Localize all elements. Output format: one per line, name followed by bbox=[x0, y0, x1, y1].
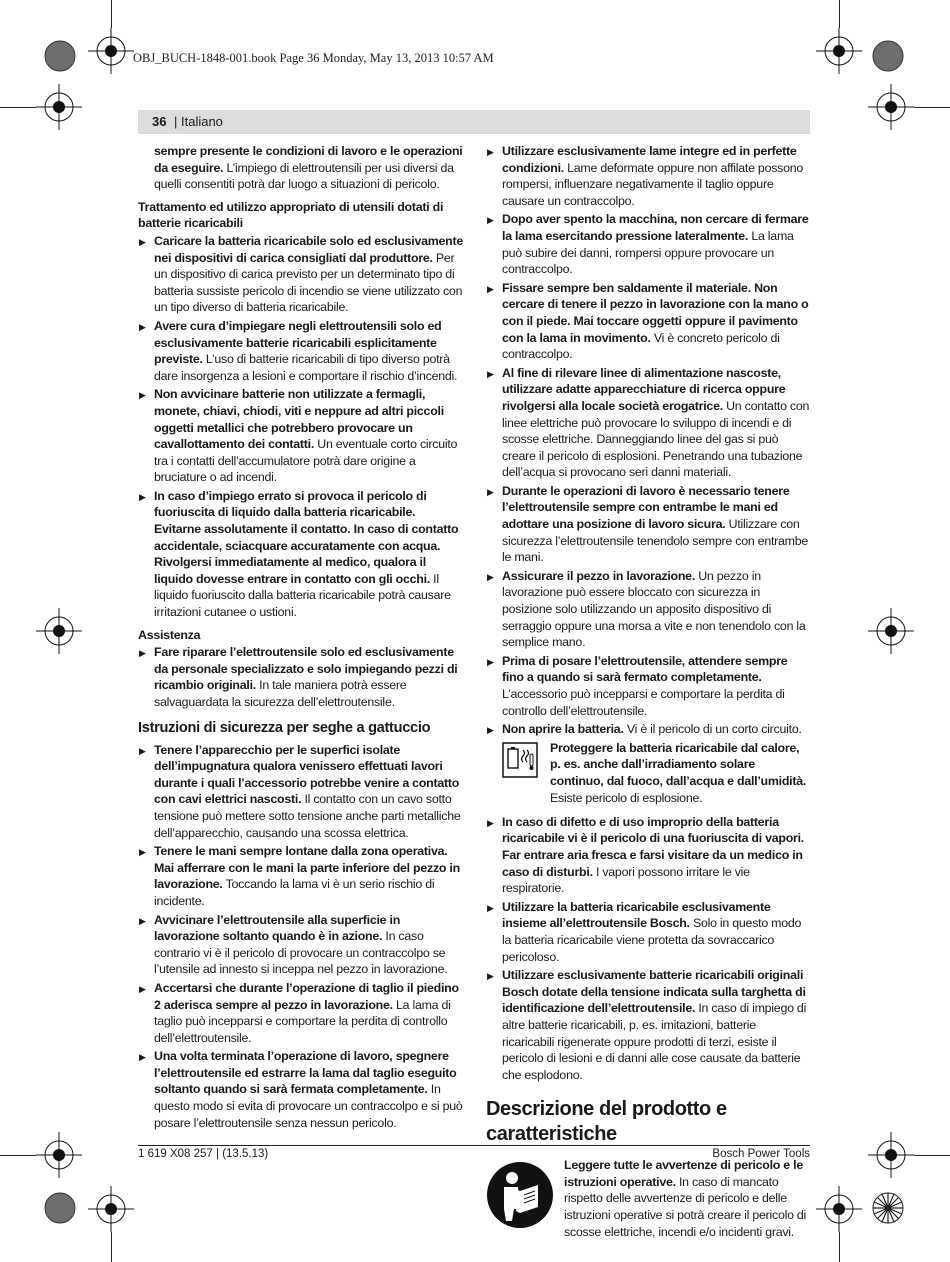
registration-mark-icon bbox=[88, 28, 134, 74]
heat-warning-text: Proteggere la batteria ricaricabile dal calore, p. es. anche dall’irradiamento solare continuo, dal fuoco, dall’acqua e dall’umidità. Esiste pericolo di esplosione. bbox=[550, 740, 807, 805]
crop-line bbox=[839, 0, 840, 28]
left-column bbox=[138, 143, 464, 1133]
crop-line bbox=[111, 0, 112, 28]
registration-mark-icon bbox=[88, 1186, 134, 1232]
registration-mark-icon bbox=[816, 1186, 862, 1232]
crop-line bbox=[0, 107, 36, 108]
registration-mark-icon bbox=[868, 1132, 914, 1178]
list-item: ▶ In caso di difetto e di uso improprio della batteria ricaricabile vi è il pericolo di una fuoriuscita di vapori. Far entrare aria fresca e farsi visitare da un medico in caso di disturbi. I vapori possono irritare le vie respiratorie. bbox=[486, 814, 810, 897]
crop-line bbox=[914, 1155, 950, 1156]
registration-mark-icon bbox=[36, 1132, 82, 1178]
list-item: ▶ Caricare la batteria ricaricabile solo ed esclusivamente nei dispositivi di carica consigliati dal produttore. Per un dispositivo di carica previsto per un determinato tipo di batteria sussiste pericolo di incendio se viene utilizzato con un tipo diverso di batteria ricaricabile. bbox=[138, 233, 464, 316]
section-heading-product-description: Descrizione del prodotto e caratteristiche bbox=[486, 1098, 727, 1146]
continued-paragraph: sempre presente le condizioni di lavoro e le operazioni da eseguire. L’impiego di elettroutensili per usi diversi da quelli consentiti potrà dar luogo a situazioni di pericolo. bbox=[154, 144, 463, 192]
list-item: ▶ Durante le operazioni di lavoro è necessario tenere l’elettroutensile sempre con entrambe le mani ed adottare una posizione di lavoro sicura. Utilizzare con sicurezza l’elettroutensile tenendolo sempre con entrambe le mani. bbox=[486, 483, 810, 566]
language-label: | Italiano bbox=[174, 114, 223, 129]
battery-heat-warning-icon bbox=[502, 742, 538, 778]
crop-line bbox=[0, 1155, 36, 1156]
read-manual-icon bbox=[486, 1161, 554, 1229]
list-item: ▶ Utilizzare esclusivamente lame integre ed in perfette condizioni. Lame deformate oppure non affilate possono rompersi, influenzare negativamente il taglio oppure causare un contraccolpo. bbox=[486, 143, 810, 209]
subheading-batteries: Trattamento ed utilizzo appropriato di utensili dotati di batterie ricaricabili bbox=[138, 199, 444, 231]
read-manual-block bbox=[486, 1157, 810, 1240]
list-item: ▶ Utilizzare esclusivamente batterie ricaricabili originali Bosch dotate della tensione indicata sulla targhetta di identificazione dell’elettroutensile. In caso di impiego di altre batterie ricaricabili, p. es. imitazioni, batterie ricaricabili rigenerate oppure prodotti di terzi, esiste il pericolo di lesioni e di danni alle cose causate da batterie che esplodono. bbox=[486, 967, 810, 1083]
crop-line bbox=[839, 1232, 840, 1262]
list-item: ▶ Fare riparare l’elettroutensile solo ed esclusivamente da personale specializzato e solo impiegando pezzi di ricambio originali. In tale maniera potrà essere salvaguardata la sicurezza dell’elettroutensile. bbox=[138, 644, 464, 710]
registration-mark-icon bbox=[36, 84, 82, 130]
footer-divider bbox=[138, 1145, 810, 1146]
list-item: ▶ Tenere l’apparecchio per le superfici isolate dell’impugnatura qualora venissero effettuati lavori durante i quali l’accessorio potrebbe venire a contatto con cavi elettrici nascosti. Il contatto con un cavo sotto tensione può mettere sotto tensione anche parti metalliche dell’apparecchio, causando una scossa elettrica. bbox=[138, 742, 464, 842]
list-item: ▶ In caso d’impiego errato si provoca il pericolo di fuoriuscita di liquido dalla batteria ricaricabile. Evitarne assolutamente il contatto. In caso di contatto accidentale, sciacquare accuratamente con acqua. Rivolgersi immediatamente al medico, qualora il liquido dovesse entrare in contatto con gli occhi. Il liquido fuoriuscito dalla batteria ricaricabile potrà causare irritazioni cutanee o ustioni. bbox=[138, 488, 464, 621]
registration-mark-icon bbox=[36, 608, 82, 654]
list-item: ▶ Una volta terminata l’operazione di lavoro, spegnere l’elettroutensile ed estrarre la lama dal taglio eseguito soltanto quando si sarà fermata completamente. In questo modo si evita di provocare un contraccolpo e si può posare l’elettroutensile senza nessun pericolo. bbox=[138, 1048, 464, 1131]
footer-doc-number: 1 619 X08 257 | (13.5.13) bbox=[138, 1148, 269, 1160]
registration-mark-icon bbox=[868, 608, 914, 654]
list-item: ▶ Non avvicinare batterie non utilizzate a fermagli, monete, chiavi, chiodi, viti e neppure ad altri piccoli oggetti metallici che potrebbero provocare un cavallottamento dei contatti. Un eventuale corto circuito tra i contatti dell’accumulatore potrà dare origine a bruciature o ad incendi. bbox=[138, 386, 464, 486]
list-item: ▶ Accertarsi che durante l’operazione di taglio il piedino 2 aderisca sempre al pezzo in lavorazione. La lama di taglio può incepparsi e comportare la perdita di controllo dell’elettroutensile. bbox=[138, 980, 464, 1046]
list-item: ▶ Utilizzare la batteria ricaricabile esclusivamente insieme all’elettroutensile Bosch. Solo in questo modo la batteria ricaricabile viene protetta da sovraccarico pericoloso. bbox=[486, 899, 810, 965]
gray-target-icon bbox=[44, 1192, 76, 1224]
section-heading-saw-safety: Istruzioni di sicurezza per seghe a gattuccio bbox=[138, 719, 431, 736]
gray-target-icon bbox=[872, 40, 904, 72]
footer-brand: Bosch Power Tools bbox=[712, 1148, 810, 1160]
list-item: ▶ Non aprire la batteria. Vi è il pericolo di un corto circuito. bbox=[486, 721, 810, 738]
list-item: ▶ Avere cura d’impiegare negli elettroutensili solo ed esclusivamente batterie ricaricabili esplicitamente previste. L’uso di batterie ricaricabili di tipo diverso potrà dare insorgenza a lesioni e comportare il rischio d’incendi. bbox=[138, 318, 464, 384]
subheading-service: Assistenza bbox=[138, 627, 201, 642]
registration-mark-icon bbox=[868, 84, 914, 130]
file-info-line: OBJ_BUCH-1848-001.book Page 36 Monday, May 13, 2013 10:57 AM bbox=[133, 51, 494, 65]
crop-line bbox=[914, 107, 950, 108]
list-item: ▶ Dopo aver spento la macchina, non cercare di fermare la lama esercitando pressione lateralmente. La lama può subire dei danni, rompersi oppure provocare un contraccolpo. bbox=[486, 211, 810, 277]
list-item: ▶ Fissare sempre ben saldamente il materiale. Non cercare di tenere il pezzo in lavorazione con la mano o con il piede. Mai toccare oggetti oppure il pavimento con la lama in movimento. Vi è concreto pericolo di contraccolpo. bbox=[486, 280, 810, 363]
list-item: ▶ Assicurare il pezzo in lavorazione. Un pezzo in lavorazione può essere bloccato con sicurezza in posizione solo utilizzando un apposito dispositivo di serraggio oppure una morsa a vite e non tenendolo con la semplice mano. bbox=[486, 568, 810, 651]
list-item: ▶ Tenere le mani sempre lontane dalla zona operativa. Mai afferrare con le mani la parte inferiore del pezzo in lavorazione. Toccando la lama vi è un serio rischio di incidente. bbox=[138, 843, 464, 909]
heat-warning-block bbox=[486, 740, 810, 810]
star-target-icon bbox=[872, 1192, 904, 1224]
registration-mark-icon bbox=[816, 28, 862, 74]
gray-target-icon bbox=[44, 40, 76, 72]
list-item: ▶ Avvicinare l’elettroutensile alla superficie in lavorazione soltanto quando è in azione. In caso contrario vi è il pericolo di provocare un contraccolpo se l’utensile ad innesto si inceppa nel pezzo in lavorazione. bbox=[138, 912, 464, 978]
read-manual-text: Leggere tutte le avvertenze di pericolo e le istruzioni operative. In caso di mancato rispetto delle avvertenze di pericolo e delle istruzioni operative si potrà creare il pericolo di scosse elettriche, incendi e/o incidenti gravi. bbox=[564, 1158, 807, 1239]
page-number: 36 bbox=[152, 114, 167, 129]
page-header bbox=[138, 110, 810, 134]
list-item: ▶ Prima di posare l’elettroutensile, attendere sempre fino a quando si sarà fermato completamente. L’accessorio può incepparsi e comportare la perdita di controllo dell’elettroutensile. bbox=[486, 653, 810, 719]
crop-line bbox=[111, 1232, 112, 1262]
right-column bbox=[486, 143, 810, 1244]
list-item: ▶ Al fine di rilevare linee di alimentazione nascoste, utilizzare adatte apparecchiature di ricerca oppure rivolgersi alla locale società erogatrice. Un contatto con linee elettriche può provocare lo sviluppo di incendi e di scosse elettriche. Danneggiando linee del gas si può creare il pericolo di esplosioni. Penetrando una tubazione dell’acqua si provocano seri danni materiali. bbox=[486, 365, 810, 481]
